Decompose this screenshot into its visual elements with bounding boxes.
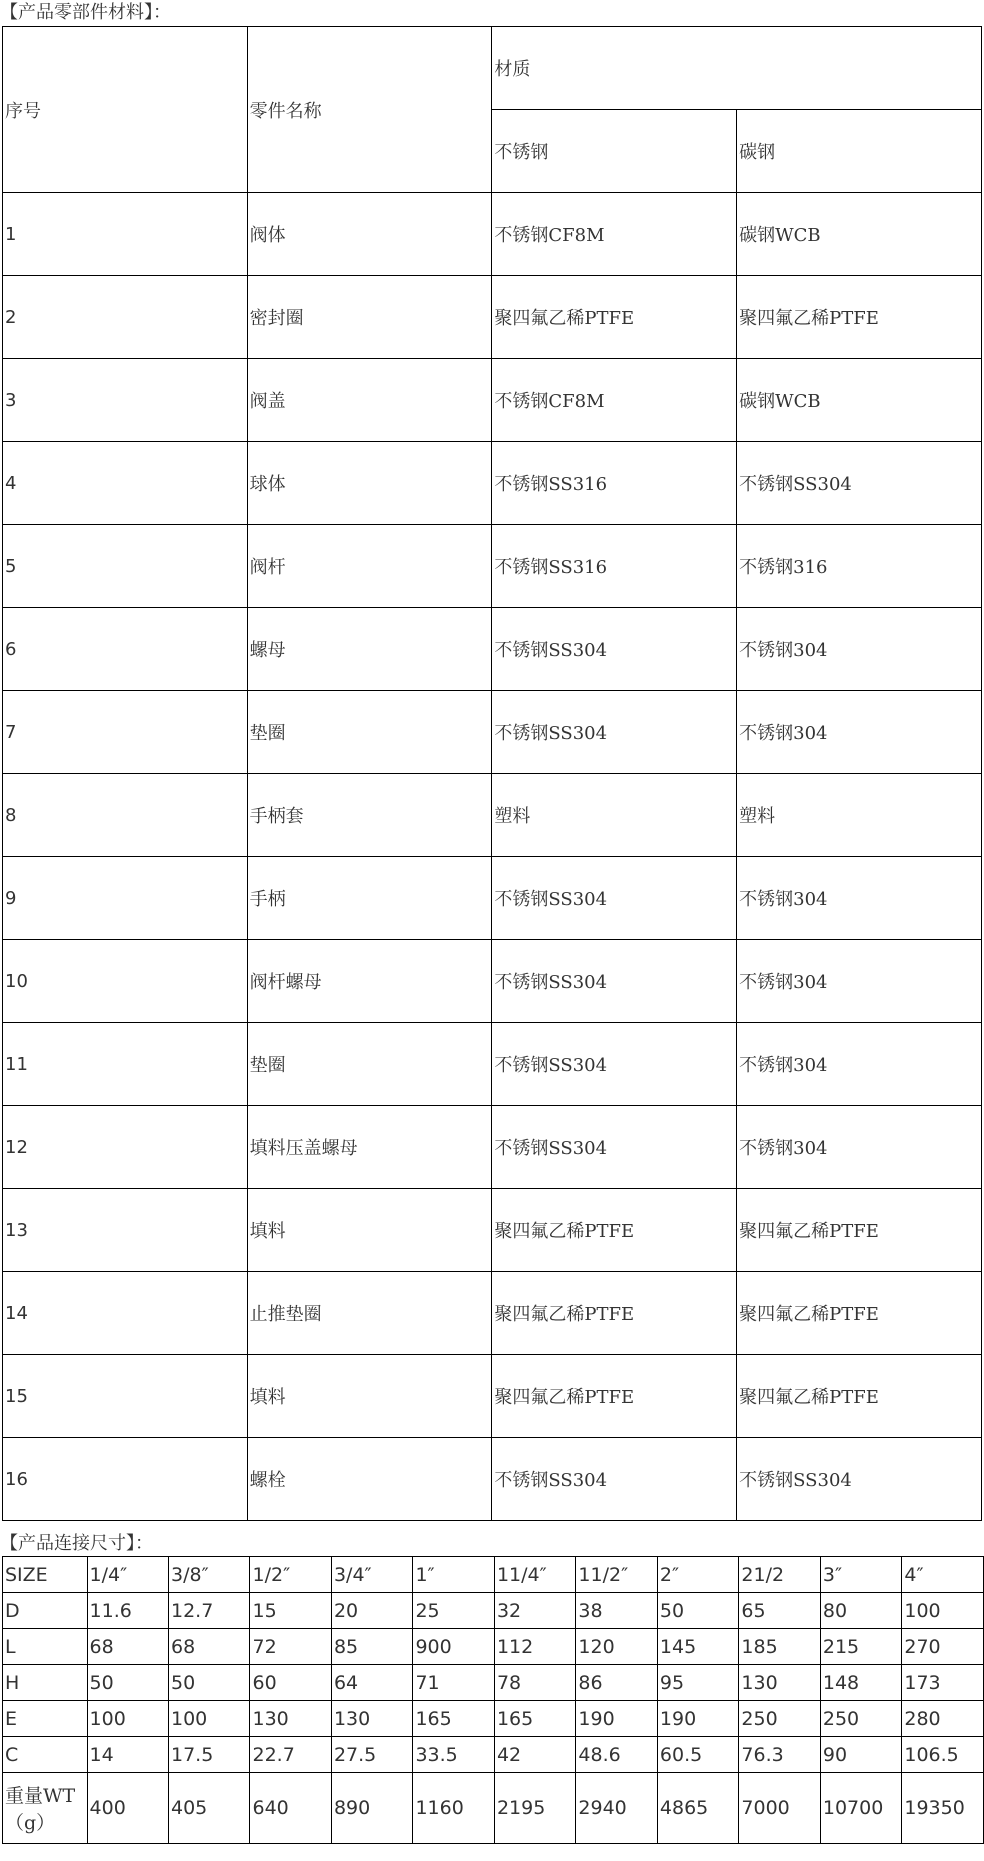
dimension-label: E: [3, 1701, 88, 1737]
dimension-value: 33.5: [413, 1737, 494, 1773]
dimension-value: 2″: [657, 1557, 738, 1593]
table-row: [3, 1665, 984, 1701]
part-number: 13: [3, 1189, 248, 1272]
part-name: 填料压盖螺母: [247, 1106, 492, 1189]
part-number: 5: [3, 525, 248, 608]
part-name: 填料: [247, 1355, 492, 1438]
dimension-value: 3/8″: [169, 1557, 250, 1593]
dimension-value: 17.5: [169, 1737, 250, 1773]
dimension-value: 130: [250, 1701, 331, 1737]
carbon-steel-material: 不锈钢304: [737, 608, 982, 691]
weight-label: 重量WT: [5, 1785, 76, 1807]
dimension-value: 80: [820, 1593, 901, 1629]
dimension-value: 100: [902, 1593, 984, 1629]
carbon-steel-material: 不锈钢304: [737, 691, 982, 774]
materials-heading: 【产品零部件材料】：: [0, 2, 171, 23]
table-row: [3, 442, 982, 525]
dimension-value: 68: [87, 1629, 168, 1665]
stainless-steel-material: 塑料: [492, 774, 737, 857]
carbon-steel-material: 聚四氟乙稀PTFE: [737, 1355, 982, 1438]
table-row: [3, 608, 982, 691]
dimension-label: SIZE: [3, 1557, 88, 1593]
dimension-value: 280: [902, 1701, 984, 1737]
weight-value: 10700: [820, 1773, 901, 1844]
weight-row: [3, 1773, 984, 1844]
part-name: 阀杆螺母: [247, 940, 492, 1023]
dimension-value: 15: [250, 1593, 331, 1629]
stainless-steel-material: 不锈钢SS304: [492, 608, 737, 691]
dimension-value: 50: [169, 1665, 250, 1701]
table-row: [3, 1106, 982, 1189]
dimension-value: 106.5: [902, 1737, 984, 1773]
dimension-value: 1/4″: [87, 1557, 168, 1593]
dimension-value: 185: [739, 1629, 820, 1665]
dimension-value: 130: [331, 1701, 412, 1737]
part-number: 15: [3, 1355, 248, 1438]
stainless-steel-material: 不锈钢SS316: [492, 442, 737, 525]
carbon-steel-material: 塑料: [737, 774, 982, 857]
dimension-value: 100: [87, 1701, 168, 1737]
dimension-value: 11/4″: [494, 1557, 575, 1593]
dimension-value: 11.6: [87, 1593, 168, 1629]
stainless-steel-material: 不锈钢CF8M: [492, 193, 737, 276]
dimension-value: 76.3: [739, 1737, 820, 1773]
dimension-value: 11/2″: [576, 1557, 657, 1593]
weight-value: 640: [250, 1773, 331, 1844]
part-name: 密封圈: [247, 276, 492, 359]
table-row: [3, 193, 982, 276]
weight-value: 19350: [902, 1773, 984, 1844]
carbon-steel-material: 聚四氟乙稀PTFE: [737, 1272, 982, 1355]
part-number: 9: [3, 857, 248, 940]
part-number: 11: [3, 1023, 248, 1106]
dimension-value: 90: [820, 1737, 901, 1773]
table-row: [3, 1438, 982, 1521]
dimension-value: 25: [413, 1593, 494, 1629]
carbon-steel-material: 不锈钢304: [737, 940, 982, 1023]
stainless-steel-material: 不锈钢SS304: [492, 857, 737, 940]
carbon-steel-material: 不锈钢SS304: [737, 442, 982, 525]
dimension-value: 165: [413, 1701, 494, 1737]
dimension-value: 270: [902, 1629, 984, 1665]
header-material: 材质: [492, 27, 982, 110]
part-name: 手柄套: [247, 774, 492, 857]
dimension-value: 50: [87, 1665, 168, 1701]
stainless-steel-material: 聚四氟乙稀PTFE: [492, 1355, 737, 1438]
dimension-value: 3″: [820, 1557, 901, 1593]
table-row: [3, 1355, 982, 1438]
stainless-steel-material: 不锈钢SS304: [492, 1106, 737, 1189]
weight-unit: （g）: [5, 1812, 56, 1834]
stainless-steel-material: 不锈钢SS304: [492, 1438, 737, 1521]
part-number: 6: [3, 608, 248, 691]
dimension-value: 100: [169, 1701, 250, 1737]
dimension-value: 900: [413, 1629, 494, 1665]
part-name: 填料: [247, 1189, 492, 1272]
carbon-steel-material: 聚四氟乙稀PTFE: [737, 276, 982, 359]
table-row: [3, 1189, 982, 1272]
carbon-steel-material: 不锈钢304: [737, 1023, 982, 1106]
dimension-value: 215: [820, 1629, 901, 1665]
table-row: [3, 940, 982, 1023]
dimension-label: H: [3, 1665, 88, 1701]
weight-label-cell: [3, 1773, 88, 1844]
table-row: [3, 1593, 984, 1629]
dimension-value: 120: [576, 1629, 657, 1665]
dimension-value: 38: [576, 1593, 657, 1629]
dimension-value: 72: [250, 1629, 331, 1665]
part-name: 止推垫圈: [247, 1272, 492, 1355]
part-number: 10: [3, 940, 248, 1023]
stainless-steel-material: 不锈钢SS304: [492, 1023, 737, 1106]
stainless-steel-material: 不锈钢SS304: [492, 691, 737, 774]
dimension-value: 22.7: [250, 1737, 331, 1773]
part-number: 8: [3, 774, 248, 857]
weight-value: 2940: [576, 1773, 657, 1844]
part-name: 垫圈: [247, 1023, 492, 1106]
part-name: 手柄: [247, 857, 492, 940]
table-row: [3, 691, 982, 774]
weight-value: 400: [87, 1773, 168, 1844]
part-name: 螺母: [247, 608, 492, 691]
dimension-value: 145: [657, 1629, 738, 1665]
dimension-value: 71: [413, 1665, 494, 1701]
dimension-value: 4″: [902, 1557, 984, 1593]
header-no: 序号: [3, 27, 248, 193]
dimension-value: 250: [820, 1701, 901, 1737]
dimension-value: 173: [902, 1665, 984, 1701]
dimension-value: 165: [494, 1701, 575, 1737]
carbon-steel-material: 碳钢WCB: [737, 193, 982, 276]
table-row: [3, 1272, 982, 1355]
dimension-value: 1/2″: [250, 1557, 331, 1593]
stainless-steel-material: 聚四氟乙稀PTFE: [492, 1189, 737, 1272]
table-row: [3, 1629, 984, 1665]
dimension-label: C: [3, 1737, 88, 1773]
dimension-value: 130: [739, 1665, 820, 1701]
table-row: [3, 774, 982, 857]
dimension-value: 190: [657, 1701, 738, 1737]
dimension-value: 148: [820, 1665, 901, 1701]
part-name: 阀体: [247, 193, 492, 276]
carbon-steel-material: 不锈钢316: [737, 525, 982, 608]
part-number: 12: [3, 1106, 248, 1189]
table-row: [3, 276, 982, 359]
header-stainless-steel: 不锈钢: [492, 110, 737, 193]
dimension-value: 48.6: [576, 1737, 657, 1773]
carbon-steel-material: 聚四氟乙稀PTFE: [737, 1189, 982, 1272]
table-row: [3, 1737, 984, 1773]
materials-table: [2, 26, 982, 1521]
dimension-value: 112: [494, 1629, 575, 1665]
dimension-value: 60.5: [657, 1737, 738, 1773]
carbon-steel-material: 不锈钢SS304: [737, 1438, 982, 1521]
dimension-value: 42: [494, 1737, 575, 1773]
dimension-value: 3/4″: [331, 1557, 412, 1593]
dimension-label: L: [3, 1629, 88, 1665]
dimension-value: 27.5: [331, 1737, 412, 1773]
table-row: [3, 857, 982, 940]
table-row: [3, 1557, 984, 1593]
part-number: 2: [3, 276, 248, 359]
part-name: 垫圈: [247, 691, 492, 774]
part-number: 14: [3, 1272, 248, 1355]
materials-header-row: [3, 27, 982, 110]
weight-value: 890: [331, 1773, 412, 1844]
weight-value: 405: [169, 1773, 250, 1844]
carbon-steel-material: 不锈钢304: [737, 1106, 982, 1189]
part-number: 7: [3, 691, 248, 774]
dimension-value: 85: [331, 1629, 412, 1665]
stainless-steel-material: 聚四氟乙稀PTFE: [492, 1272, 737, 1355]
table-row: [3, 359, 982, 442]
stainless-steel-material: 不锈钢CF8M: [492, 359, 737, 442]
dimension-value: 12.7: [169, 1593, 250, 1629]
stainless-steel-material: 聚四氟乙稀PTFE: [492, 276, 737, 359]
dimension-value: 190: [576, 1701, 657, 1737]
dimension-value: 14: [87, 1737, 168, 1773]
dimension-value: 50: [657, 1593, 738, 1629]
dimension-value: 78: [494, 1665, 575, 1701]
part-number: 4: [3, 442, 248, 525]
part-name: 阀盖: [247, 359, 492, 442]
table-row: [3, 1701, 984, 1737]
dimension-value: 95: [657, 1665, 738, 1701]
dimension-value: 32: [494, 1593, 575, 1629]
part-name: 螺栓: [247, 1438, 492, 1521]
dimension-value: 21/2: [739, 1557, 820, 1593]
dimension-value: 65: [739, 1593, 820, 1629]
table-row: [3, 525, 982, 608]
carbon-steel-material: 碳钢WCB: [737, 359, 982, 442]
part-name: 球体: [247, 442, 492, 525]
dimension-value: 1″: [413, 1557, 494, 1593]
dimension-value: 20: [331, 1593, 412, 1629]
stainless-steel-material: 不锈钢SS304: [492, 940, 737, 1023]
carbon-steel-material: 不锈钢304: [737, 857, 982, 940]
table-row: [3, 1023, 982, 1106]
weight-value: 7000: [739, 1773, 820, 1844]
part-name: 阀杆: [247, 525, 492, 608]
header-carbon-steel: 碳钢: [737, 110, 982, 193]
dimension-label: D: [3, 1593, 88, 1629]
dimension-value: 250: [739, 1701, 820, 1737]
part-number: 16: [3, 1438, 248, 1521]
part-number: 3: [3, 359, 248, 442]
weight-value: 4865: [657, 1773, 738, 1844]
dimension-value: 60: [250, 1665, 331, 1701]
dimension-value: 68: [169, 1629, 250, 1665]
dimensions-table: [2, 1556, 984, 1844]
stainless-steel-material: 不锈钢SS316: [492, 525, 737, 608]
header-part-name: 零件名称: [247, 27, 492, 193]
dimension-value: 86: [576, 1665, 657, 1701]
weight-value: 1160: [413, 1773, 494, 1844]
part-number: 1: [3, 193, 248, 276]
dimension-value: 64: [331, 1665, 412, 1701]
weight-value: 2195: [494, 1773, 575, 1844]
dimensions-heading: 【产品连接尺寸】：: [0, 1533, 153, 1554]
